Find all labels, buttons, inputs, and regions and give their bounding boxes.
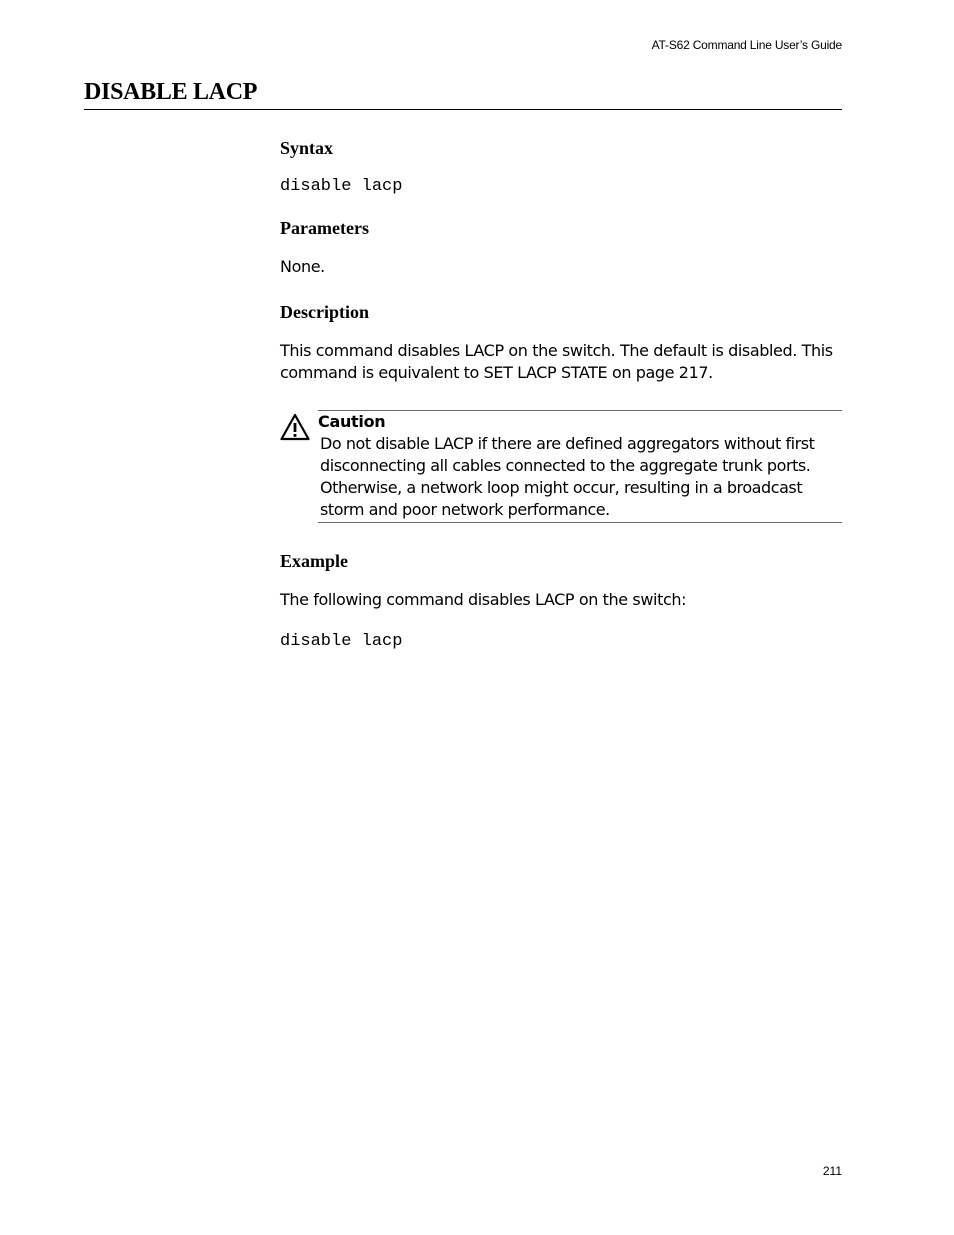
- page-number: 211: [822, 1164, 842, 1178]
- page-title: DISABLE LACP: [84, 79, 258, 105]
- warning-triangle-icon: [280, 413, 310, 441]
- description-text: This command disables LACP on the switch. The default is disabled. This command is equivalent to SET LACP STATE on page 217.: [280, 341, 833, 382]
- parameters-text: None.: [280, 257, 325, 276]
- title-rule: [84, 109, 842, 110]
- caution-text: Do not disable LACP if there are defined aggregators without first disconnecting all cables connected to the aggregate trunk ports. Otherwise, a network loop might occur, resulting in a broadcast storm and poor network performance.: [320, 434, 815, 519]
- syntax-code: disable lacp: [280, 177, 403, 196]
- caution-heading: Caution: [318, 412, 386, 431]
- running-header: AT-S62 Command Line User’s Guide: [651, 38, 842, 52]
- parameters-heading: Parameters: [280, 218, 369, 238]
- description-heading: Description: [280, 302, 369, 322]
- example-text: The following command disables LACP on the switch:: [280, 590, 687, 609]
- caution-box: [318, 410, 842, 523]
- example-code: disable lacp: [280, 632, 403, 651]
- syntax-heading: Syntax: [280, 138, 334, 158]
- example-heading: Example: [280, 551, 349, 571]
